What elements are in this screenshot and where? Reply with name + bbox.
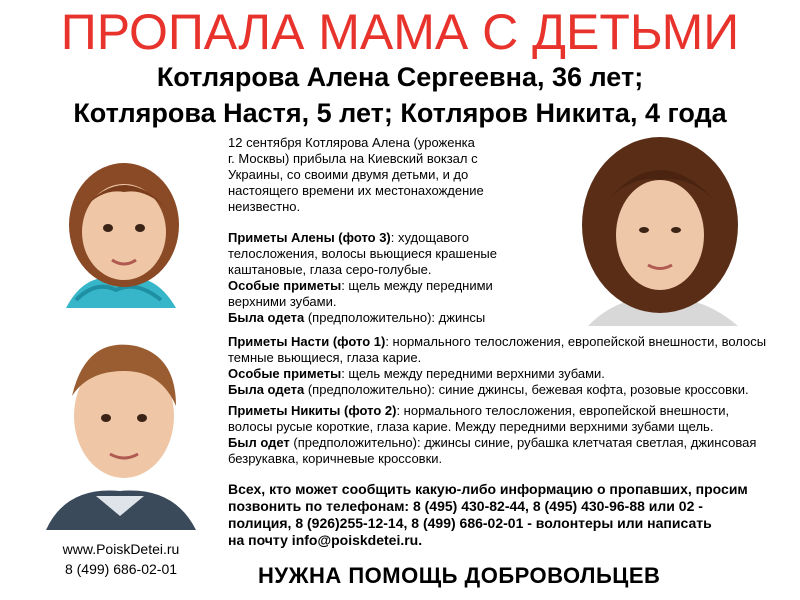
footer-phone: 8 (499) 686-02-01 [64, 561, 178, 577]
intro-line: 12 сентября Котлярова Алена (уроженка [228, 135, 475, 150]
alena-description [228, 230, 538, 326]
nastya-dressed-text: (предположительно): синие джинсы, бежевая кофта, розовые кроссовки. [304, 382, 749, 397]
nastya-signs-text: : нормального телосложения, европейской внешности, волосы [385, 334, 767, 349]
photo-nastya [26, 130, 214, 308]
nastya-signs-label: Приметы Насти (фото 1) [228, 334, 386, 349]
intro-line: г. Москвы) прибыла на Киевский вокзал с [228, 151, 478, 166]
nastya-description [228, 334, 788, 398]
nastya-signs-text: темные вьющиеся, глаза карие. [228, 350, 422, 365]
nikita-description [228, 403, 788, 467]
intro-line: Украины, со своими двумя детьми, и до [228, 167, 469, 182]
alena-signs-text: телосложения, волосы вьющиеся крашеные [228, 246, 497, 261]
alena-special-text: : щель между передними [341, 278, 493, 293]
alena-special-label: Особые приметы [228, 278, 342, 293]
nikita-dressed-text: (предположительно): джинсы синие, рубашка клетчатая светлая, джинсовая [289, 435, 757, 450]
photo-alena [548, 130, 772, 326]
alena-dressed-text: (предположительно): джинсы [304, 310, 486, 325]
alena-special-text: верхними зубами. [228, 294, 337, 309]
nikita-signs-label: Приметы Никиты (фото 2) [228, 403, 397, 418]
nikita-dressed-label: Был одет [228, 435, 290, 450]
alena-signs-text: каштановые, глаза серо-голубые. [228, 262, 432, 277]
contact-line: на почту info@poiskdetei.ru. [228, 532, 423, 548]
volunteers-needed: НУЖНА ПОМОЩЬ ДОБРОВОЛЬЦЕВ [258, 563, 661, 588]
nikita-signs-text: волосы русые короткие, глаза карие. Между передними верхними зубами щель. [228, 419, 714, 434]
nastya-dressed-label: Была одета [228, 382, 305, 397]
alena-signs-text: : худощавого [390, 230, 469, 245]
poster-title: ПРОПАЛА МАМА С ДЕТЬМИ [60, 4, 740, 60]
nastya-special-text: : щель между передними верхними зубами. [341, 366, 605, 381]
website-link[interactable]: www.PoiskDetei.ru [62, 541, 180, 557]
contact-info [228, 481, 788, 549]
alena-dressed-label: Была одета [228, 310, 305, 325]
intro-paragraph [228, 135, 538, 215]
contact-line: Всех, кто может сообщить какую-либо информацию о пропавших, просим [228, 481, 748, 497]
photo-nikita [26, 316, 214, 530]
alena-signs-label: Приметы Алены (фото 3) [228, 230, 391, 245]
nikita-signs-text: : нормального телосложения, европейской внешности, [396, 403, 730, 418]
contact-line: позвонить по телефонам: 8 (495) 430-82-44, 8 (495) 430-96-88 или 02 - [228, 498, 703, 514]
intro-line: настоящего времени их местонахождение [228, 183, 484, 198]
subtitle-mother: Котлярова Алена Сергеевна, 36 лет; [156, 62, 644, 92]
subtitle-children: Котлярова Настя, 5 лет; Котляров Никита, 4 года [73, 98, 727, 128]
nikita-dressed-text: безрукавка, коричневые кроссовки. [228, 451, 443, 466]
nastya-special-label: Особые приметы [228, 366, 342, 381]
intro-line: неизвестно. [228, 199, 301, 214]
contact-line: полиция, 8 (926)255-12-14, 8 (499) 686-02-01 - волонтеры или написать [228, 515, 712, 531]
